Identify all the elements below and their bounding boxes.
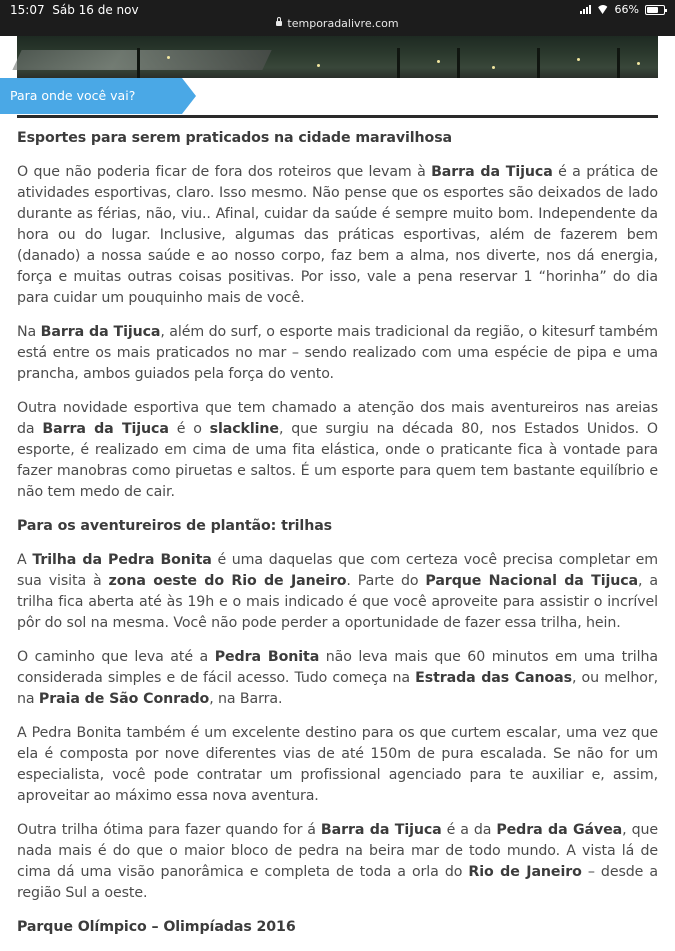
paragraph-text: , na Barra. [209, 691, 283, 707]
bold-text: slackline [209, 421, 279, 437]
bold-text: Pedra da Gávea [496, 822, 623, 838]
paragraph-text: A Pedra Bonita também é um excelente destino para os que curtem escalar, uma vez que ela é composta por nove diferentes vias de até 150m de pura escalada. Se não for um especialista, você pode contratar um profissional agenciado para te auxiliar e, assim, aproveitar ao máximo essa nova aventura. [17, 725, 658, 804]
bold-text: Barra da Tijuca [40, 324, 161, 340]
bold-text: Estrada das Canoas [415, 670, 572, 686]
battery-icon [645, 5, 665, 15]
paragraph-text: não leva mais que 60 minutos em uma trilha considerada simples e de fácil acesso. Tudo começa na [17, 649, 658, 686]
paragraph-text: A [17, 552, 33, 568]
bold-text: Trilha da Pedra Bonita [32, 552, 212, 568]
article-paragraph [17, 550, 658, 634]
destination-banner-label: Para onde você vai? [10, 88, 136, 103]
paragraph-text: , a trilha fica aberta até às 19h e o mais indicado é que você aproveite para assistir o incrível pôr do sol na mesma. Você não pode perder a oportunidade de fazer essa trilha, hein. [17, 573, 658, 631]
bold-text: Parque Nacional da Tijuca [425, 573, 639, 589]
paragraph-text: , ou melhor, na [17, 670, 658, 707]
paragraph-text: , que nada mais é do que o maior bloco de pedra na beira mar de todo mundo. A vista lá de cima dá uma visão panorâmica e completa de toda a orla do [17, 822, 658, 880]
signal-icon [580, 5, 591, 14]
section-heading: Para os aventureiros de plantão: trilhas [17, 518, 333, 534]
paragraph-text: é a da [441, 822, 497, 838]
article-paragraph [17, 162, 658, 309]
wifi-icon [597, 5, 609, 14]
article-paragraph [17, 398, 658, 503]
article-paragraph [17, 322, 658, 385]
divider [17, 115, 658, 118]
bold-text: Praia de São Conrado [38, 691, 210, 707]
hero-image [17, 36, 658, 78]
status-indicators [580, 3, 665, 16]
paragraph-text: Outra trilha ótima para fazer quando for á [17, 822, 321, 838]
article-body [17, 128, 658, 951]
bold-text: Rio de Janeiro [468, 864, 582, 880]
paragraph-text: , que surgiu na década 80, nos Estados Unidos. O esporte, é realizado em cima de uma fita elástica, onde o praticante fica à vontade para fazer manobras como piruetas e saltos. É um esporte para quem tem bastante equilíbrio e não tem medo de cair. [17, 421, 658, 500]
paragraph-text: é uma daquelas que com certeza você precisa completar em sua visita à [17, 552, 658, 589]
bold-text: Pedra Bonita [214, 649, 320, 665]
paragraph-text: é o [168, 421, 210, 437]
paragraph-text: , além do surf, o esporte mais tradicional da região, o kitesurf também está entre os mais praticados no mar – sendo realizado com uma espécie de pipa e uma prancha, ambos guiados pela força do vento. [17, 324, 658, 382]
address-url: temporadalivre.com [287, 17, 399, 30]
section-heading: Esportes para serem praticados na cidade maravilhosa [17, 130, 453, 146]
paragraph-text: Outra novidade esportiva que tem chamado a atenção dos mais aventureiros nas areias da [17, 400, 658, 437]
paragraph-text: O caminho que leva até a [17, 649, 215, 665]
paragraph-text: – desde a região Sul a oeste. [17, 864, 658, 901]
destination-banner-button[interactable] [0, 78, 196, 114]
address-bar[interactable] [0, 17, 675, 30]
bold-text: Barra da Tijuca [42, 421, 169, 437]
article-paragraph [17, 820, 658, 904]
paragraph-text: . Parte do [346, 573, 426, 589]
section-heading: Parque Olímpico – Olimpíadas 2016 [17, 919, 296, 935]
bold-text: zona oeste do Rio de Janeiro [108, 573, 347, 589]
article-paragraph [17, 647, 658, 710]
paragraph-text: é a prática de atividades esportivas, claro. Isso mesmo. Não pense que os esportes são deixados de lado durante as férias, não, viu.. Afinal, cuidar da saúde é sempre muito bom. Independente da hora ou do lugar. Inclusive, algumas das práticas esportivas, além de fazerem bem (danado) a nossa saúde e ao nosso corpo, faz bem a alma, nos diverte, nos dá energia, força e muitas outras coisas positivas. Por isso, vale a pena reservar 1 “horinha” do dia para cuidar um pouquinho mais de você. [17, 164, 658, 306]
paragraph-text: Na [17, 324, 41, 340]
status-time: 15:07 Sáb 16 de nov [10, 3, 139, 17]
bold-text: Barra da Tijuca [320, 822, 442, 838]
lock-icon [276, 21, 282, 26]
bold-text: Barra da Tijuca [431, 164, 553, 180]
battery-percent: 66% [614, 3, 639, 16]
article-paragraph [17, 723, 658, 807]
battery-fill [647, 7, 658, 13]
arrow-shape [182, 78, 196, 114]
paragraph-text: O que não poderia ficar de fora dos roteiros que levam à [17, 164, 432, 180]
status-bar [0, 0, 675, 36]
